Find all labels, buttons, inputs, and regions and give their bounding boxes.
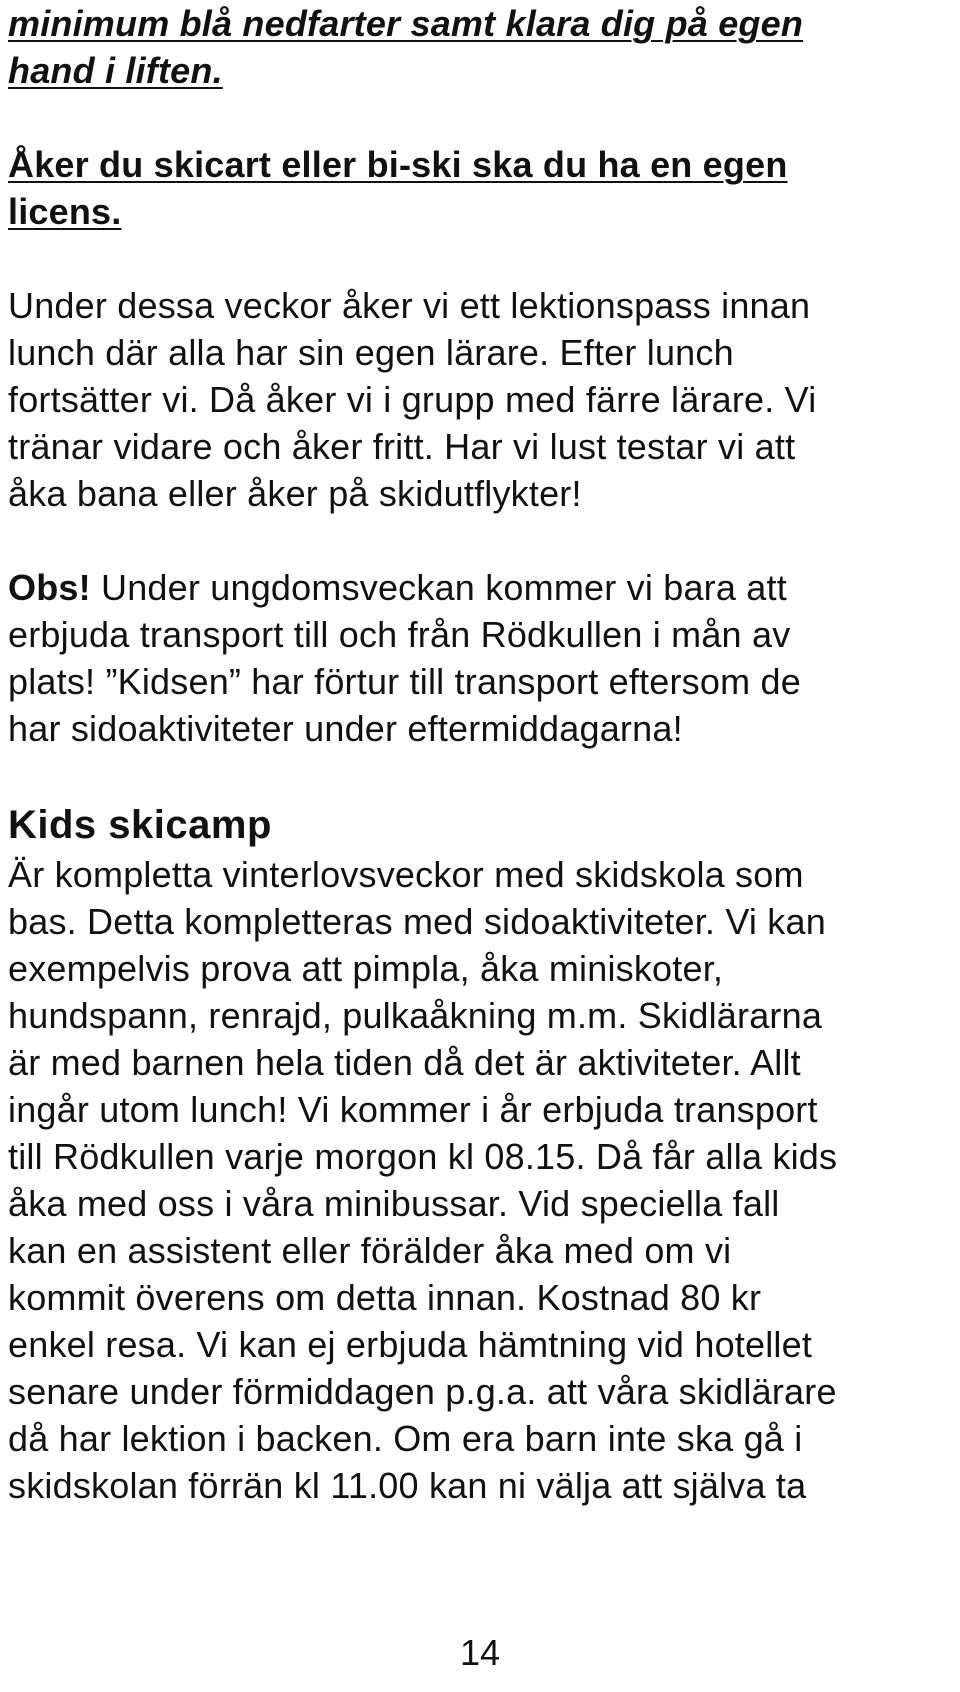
- para-license: [8, 141, 952, 235]
- spacer: [8, 517, 952, 564]
- kids-line: kan en assistent eller förälder åka med om vi: [8, 1230, 732, 1271]
- document-page: [8, 0, 952, 1509]
- para-requirements-line-2: hand i liften.: [8, 50, 223, 91]
- kids-line: till Rödkullen varje morgon kl 08.15. Då får alla kids: [8, 1136, 838, 1177]
- para-lessons-line: tränar vidare och åker fritt. Har vi lust testar vi att: [8, 426, 796, 467]
- para-requirements: [8, 0, 952, 94]
- kids-line: då har lektion i backen. Om era barn inte ska gå i: [8, 1418, 803, 1459]
- kids-line: Är kompletta vinterlovsveckor med skidskola som: [8, 854, 804, 895]
- page-number: 14: [459, 1632, 501, 1673]
- para-obs-line: erbjuda transport till och från Rödkullen i mån av: [8, 614, 791, 655]
- para-lessons-line: åka bana eller åker på skidutflykter!: [8, 473, 582, 514]
- para-license-line-1: Åker du skicart eller bi-ski ska du ha en egen: [8, 144, 788, 185]
- para-lessons-line: lunch där alla har sin egen lärare. Efter lunch: [8, 332, 734, 373]
- spacer: [8, 94, 952, 141]
- kids-line: skidskolan förrän kl 11.00 kan ni välja att själva ta: [8, 1465, 807, 1506]
- para-obs-line: Under ungdomsveckan kommer vi bara att: [90, 567, 787, 608]
- para-lessons-line: fortsätter vi. Då åker vi i grupp med färre lärare. Vi: [8, 379, 817, 420]
- kids-line: hundspann, renrajd, pulkaåkning m.m. Skidlärarna: [8, 995, 823, 1036]
- para-obs-line: har sidoaktiviteter under eftermiddagarna!: [8, 708, 683, 749]
- para-license-line-2: licens.: [8, 191, 122, 232]
- kids-line: exempelvis prova att pimpla, åka miniskoter,: [8, 948, 724, 989]
- para-lessons: [8, 282, 952, 517]
- spacer: [8, 235, 952, 282]
- section-heading-kids-skicamp: Kids skicamp: [8, 803, 272, 847]
- kids-line: bas. Detta kompletteras med sidoaktiviteter. Vi kan: [8, 901, 826, 942]
- kids-line: senare under förmiddagen p.g.a. att våra skidlärare: [8, 1371, 837, 1412]
- kids-line: är med barnen hela tiden då det är aktiviteter. Allt: [8, 1042, 801, 1083]
- kids-line: kommit överens om detta innan. Kostnad 80 kr: [8, 1277, 762, 1318]
- kids-line: ingår utom lunch! Vi kommer i år erbjuda transport: [8, 1089, 818, 1130]
- para-obs: [8, 564, 952, 752]
- obs-label: Obs!: [8, 567, 91, 608]
- para-lessons-line: Under dessa veckor åker vi ett lektionspass innan: [8, 285, 811, 326]
- para-requirements-line-1: minimum blå nedfarter samt klara dig på egen: [8, 3, 804, 44]
- kids-line: enkel resa. Vi kan ej erbjuda hämtning vid hotellet: [8, 1324, 813, 1365]
- spacer: [8, 752, 952, 799]
- kids-line: åka med oss i våra minibussar. Vid speciella fall: [8, 1183, 780, 1224]
- para-obs-line: plats! ”Kidsen” har förtur till transport eftersom de: [8, 661, 801, 702]
- para-kids-skicamp: [8, 851, 952, 1509]
